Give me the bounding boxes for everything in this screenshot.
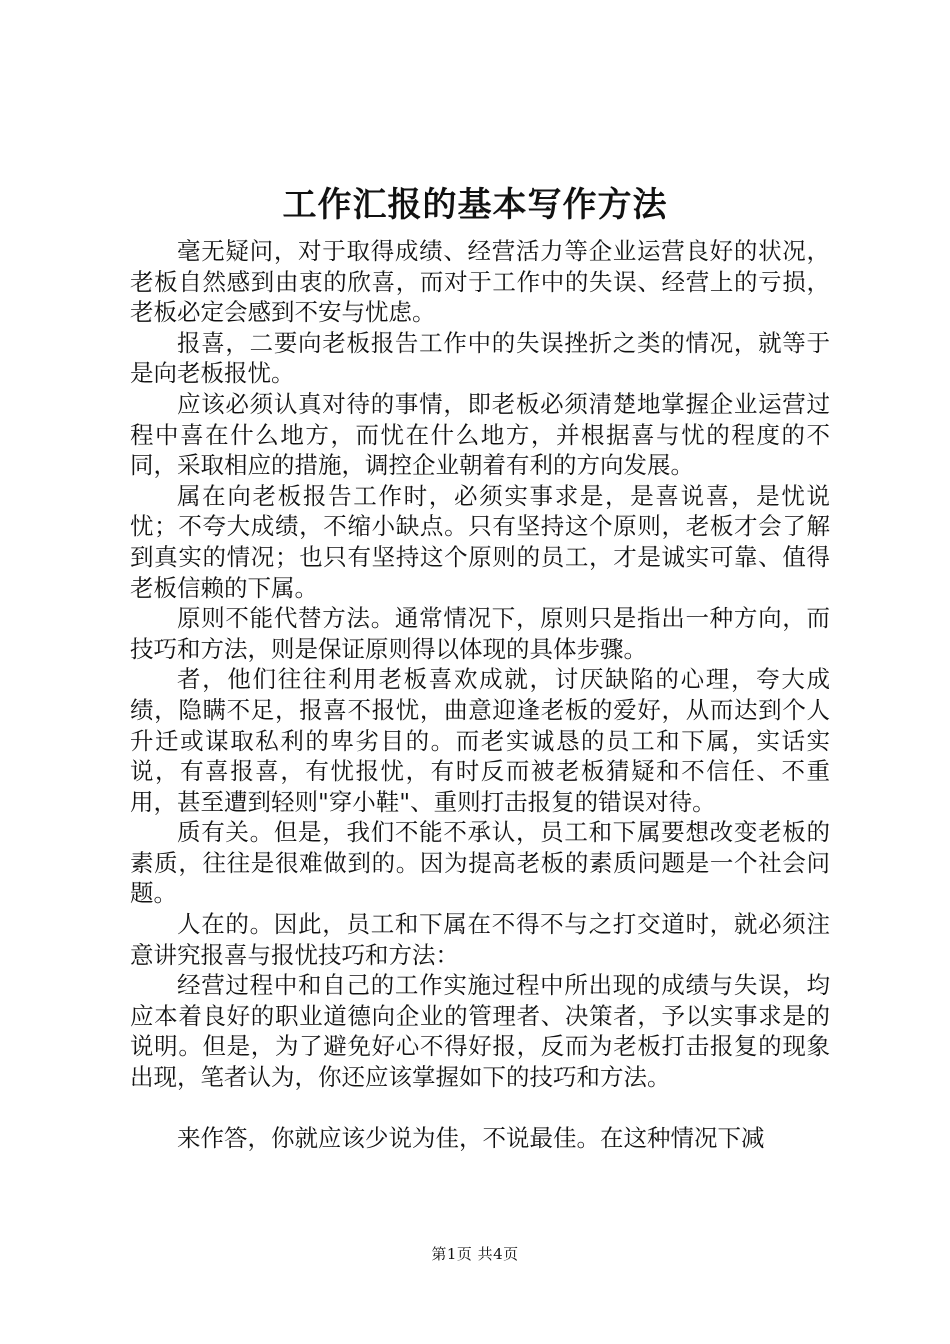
paragraph-7: 质有关。但是，我们不能不承认，员工和下属要想改变老板的素质，往往是很难做到的。因为提高老板的素质问题是一个社会问题。: [130, 818, 830, 908]
paragraph-4: 属在向老板报告工作时，必须实事求是，是喜说喜，是忧说忧；不夸大成绩，不缩小缺点。只有坚持这个原则，老板才会了解到真实的情况；也只有坚持这个原则的员工，才是诚实可靠、值得老板信赖的下属。: [130, 481, 830, 602]
paragraph-2: 报喜，二要向老板报告工作中的失误挫折之类的情况，就等于是向老板报忧。: [130, 328, 830, 388]
paragraph-6: 者，他们往往利用老板喜欢成就，讨厌缺陷的心理，夸大成绩，隐瞒不足，报喜不报忧，曲意迎逢老板的爱好，从而达到个人升迁或谋取私利的卑劣目的。而老实诚恳的员工和下属，实话实说，有喜报喜，有忧报忧，有时反而被老板猜疑和不信任、不重用，甚至遭到轻则"穿小鞋"、重则打击报复的错误对待。: [130, 665, 830, 816]
paragraph-3: 应该必须认真对待的事情，即老板必须清楚地掌握企业运营过程中喜在什么地方，而忧在什么地方，并根据喜与忧的程度的不同，采取相应的措施，调控企业朝着有利的方向发展。: [130, 389, 830, 480]
paragraph-5: 原则不能代替方法。通常情况下，原则只是指出一种方向，而技巧和方法，则是保证原则得以体现的具体步骤。: [130, 604, 830, 663]
document-body: [130, 236, 830, 1154]
document-title: 工作汇报的基本写作方法: [282, 185, 668, 225]
paragraph-1: 毫无疑问，对于取得成绩、经营活力等企业运营良好的状况，老板自然感到由衷的欣喜，而对于工作中的失误、经营上的亏损，老板必定会感到不安与忧虑。: [130, 237, 830, 327]
paragraph-9: 经营过程中和自己的工作实施过程中所出现的成绩与失误，均应本着良好的职业道德向企业的管理者、决策者，予以实事求是的说明。但是，为了避免好心不得好报，反而为老板打击报复的现象出现，笔者认为，你还应该掌握如下的技巧和方法。: [130, 971, 830, 1092]
paragraph-8: 人在的。因此，员工和下属在不得不与之打交道时，就必须注意讲究报喜与报忧技巧和方法：: [130, 910, 830, 969]
page-number-footer: 第1页 共4页: [431, 1245, 519, 1263]
paragraph-10: 来作答，你就应该少说为佳，不说最佳。在这种情况下减: [177, 1124, 765, 1153]
